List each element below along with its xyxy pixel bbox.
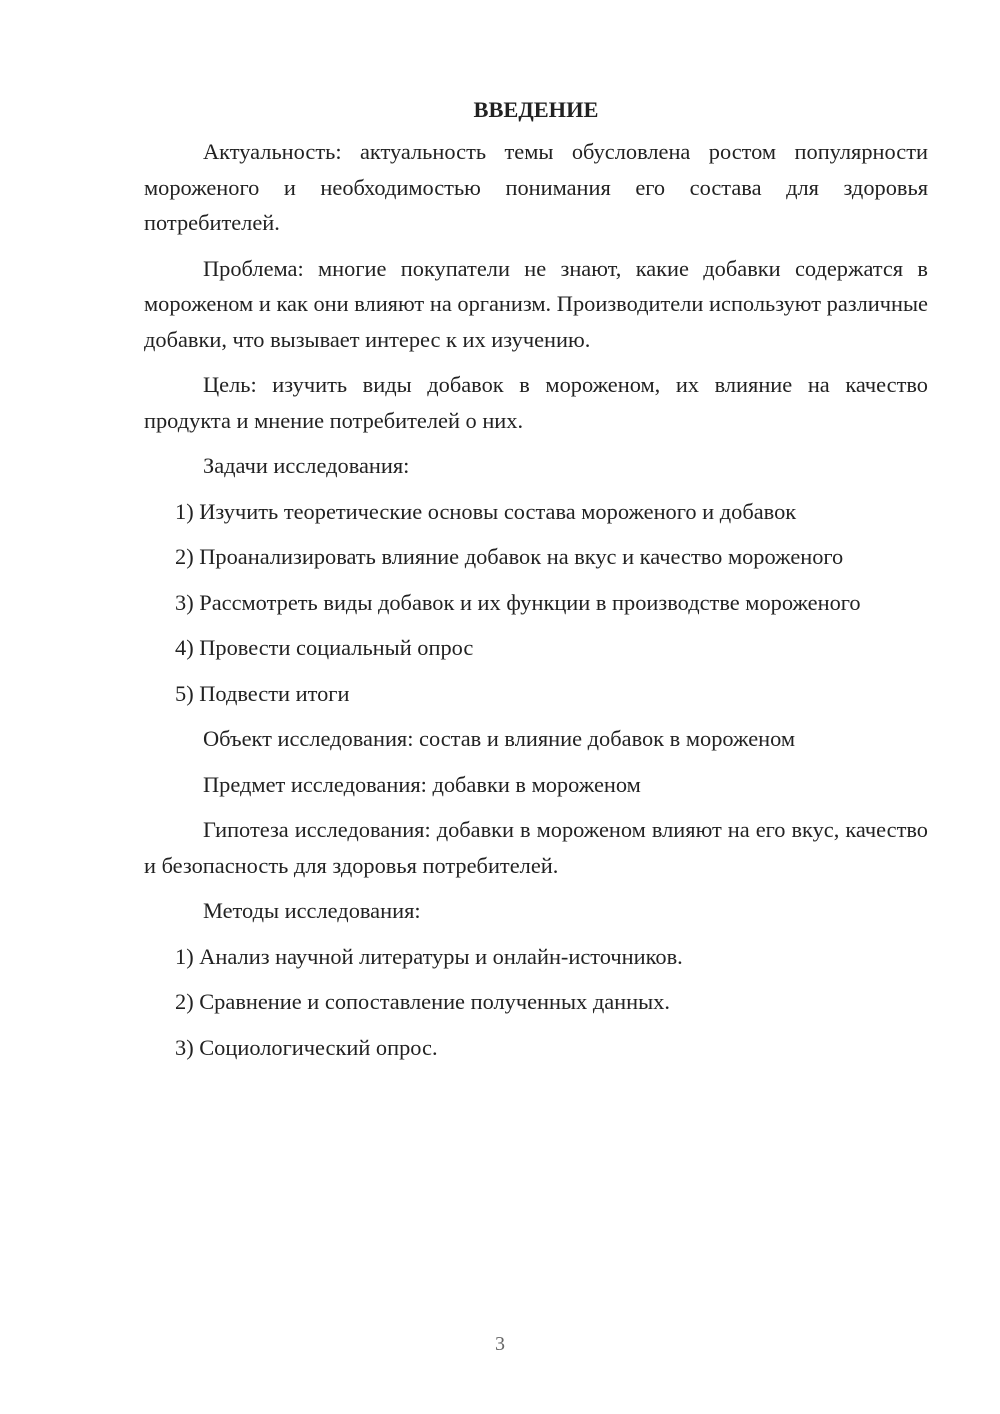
object-paragraph: Объект исследования: состав и влияние добавок в мороженом [203, 726, 796, 751]
page-number: 3 [495, 1333, 505, 1355]
relevance-paragraph: Актуальность: актуальность темы обусловлена ростом популярности мороженого и необходимостью понимания его состава для здоровья потребителей. [144, 139, 928, 235]
tasks-heading: Задачи исследования: [203, 453, 410, 478]
section-title: ВВЕДЕНИЕ [473, 97, 599, 122]
hypothesis-paragraph: Гипотеза исследования: добавки в мороженом влияют на его вкус, качество и безопасность для здоровья потребителей. [144, 817, 928, 878]
method-item: 1) Анализ научной литературы и онлайн-источников. [175, 943, 683, 969]
task-item: 4) Провести социальный опрос [175, 635, 474, 660]
task-item: 2) Проанализировать влияние добавок на вкус и качество мороженого [175, 544, 844, 569]
method-item: 2) Сравнение и сопоставление полученных данных. [175, 989, 670, 1014]
methods-heading: Методы исследования: [203, 898, 421, 923]
task-item: 1) Изучить теоретические основы состава мороженого и добавок [175, 498, 797, 524]
document-body [144, 96, 928, 1075]
method-item: 3) Социологический опрос. [175, 1034, 438, 1060]
problem-paragraph: Проблема: многие покупатели не знают, какие добавки содержатся в мороженом и как они влияют на организм. Производители используют различные добавки, что вызывает интерес к их изучению. [144, 255, 928, 352]
subject-paragraph: Предмет исследования: добавки в мороженом [203, 771, 641, 797]
task-item: 5) Подвести итоги [175, 680, 350, 706]
goal-paragraph: Цель: изучить виды добавок в мороженом, их влияние на качество продукта и мнение потребителей о них. [144, 372, 928, 433]
task-item: 3) Рассмотреть виды добавок и их функции в производстве мороженого [175, 589, 861, 615]
